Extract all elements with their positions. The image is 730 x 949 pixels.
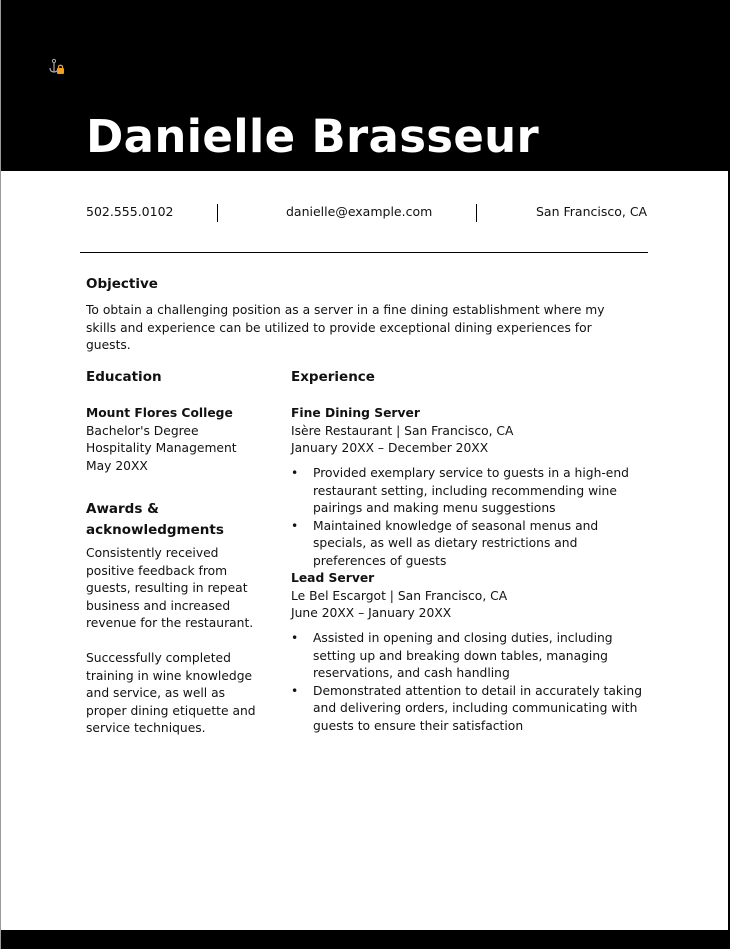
award-item-1: Consistently received positive feedback from guests, resulting in repeat business and increased revenue for the restaurant. — [86, 546, 254, 630]
experience-heading: Experience — [291, 369, 375, 385]
job-employer: Le Bel Escargot | San Francisco, CA — [291, 588, 508, 603]
award-item-2: Successfully completed training in wine knowledge and service, as well as proper dining etiquette and service techniques. — [86, 651, 256, 735]
list-item: • Provided exemplary service to guests in a high-end restaurant setting, including recommending wine pairings and making menu suggestions — [291, 465, 643, 518]
list-item: • Maintained knowledge of seasonal menus and specials, as well as dietary restrictions and preferences of guests — [291, 518, 643, 571]
contact-phone: 502.555.0102 — [86, 204, 174, 219]
awards-heading-line2: acknowledgments — [86, 522, 224, 538]
education-field: Hospitality Management — [86, 441, 237, 455]
job-2 — [291, 570, 641, 623]
education-block — [86, 405, 266, 475]
list-item: • Demonstrated attention to detail in accurately taking and delivering orders, including communicating with guests to ensure their satisfaction — [291, 683, 643, 736]
objective-text: To obtain a challenging position as a server in a fine dining establishment where my skills and experience can be utilized to provide exceptional dining experiences for guests. — [86, 303, 605, 352]
horizontal-rule — [80, 252, 648, 253]
objective-heading: Objective — [86, 276, 158, 292]
job-dates: June 20XX – January 20XX — [291, 606, 452, 620]
page-title: Danielle Brasseur — [86, 110, 540, 163]
contact-location: San Francisco, CA — [536, 204, 648, 219]
education-school: Mount Flores College — [86, 406, 233, 420]
divider — [217, 204, 218, 222]
awards-heading-line1: Awards & — [86, 501, 159, 517]
contact-email: danielle@example.com — [286, 204, 433, 219]
education-date: May 20XX — [86, 458, 148, 473]
job-dates: January 20XX – December 20XX — [291, 441, 489, 455]
list-item: • Assisted in opening and closing duties, including setting up and breaking down tables, managing reservations, and cash handling — [291, 630, 643, 683]
anchor-lock-icon[interactable] — [48, 58, 66, 76]
job-1 — [291, 405, 641, 458]
job-title: Lead Server — [291, 571, 375, 585]
footer-bar — [1, 930, 730, 949]
job-title: Fine Dining Server — [291, 406, 420, 420]
awards-heading — [86, 499, 224, 541]
job-employer: Isère Restaurant | San Francisco, CA — [291, 423, 514, 438]
education-degree: Bachelor's Degree — [86, 423, 199, 438]
education-heading: Education — [86, 369, 162, 385]
job-1-bullets — [291, 465, 643, 570]
divider — [476, 204, 477, 222]
job-2-bullets — [291, 630, 643, 735]
